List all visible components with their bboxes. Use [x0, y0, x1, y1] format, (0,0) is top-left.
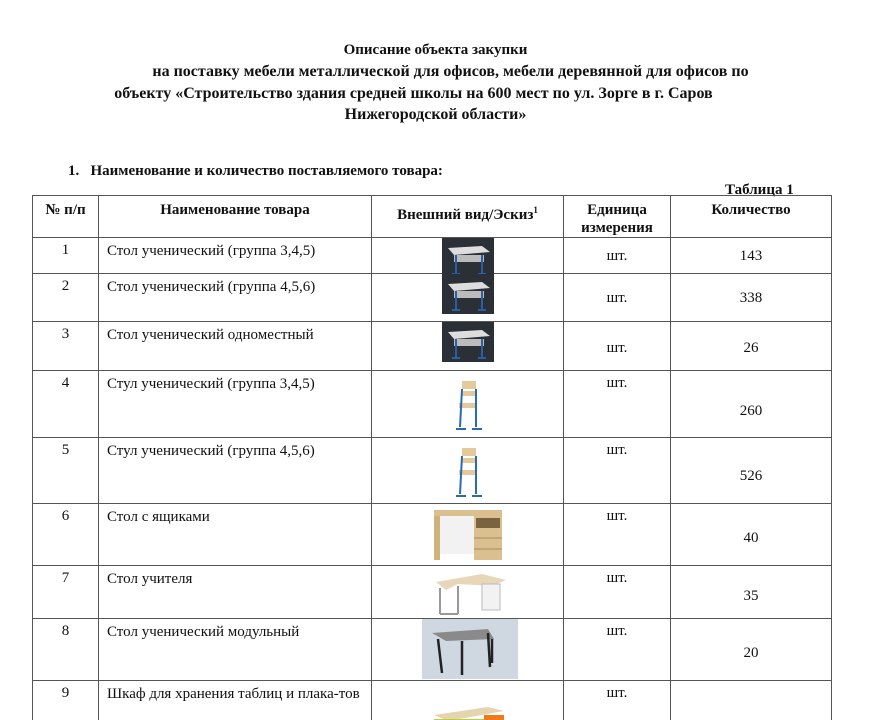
table-row — [33, 681, 832, 720]
row-number: 4 — [33, 371, 99, 438]
section-title: Наименование и количество поставляемого товара: — [90, 163, 443, 179]
unit: шт. — [564, 238, 671, 274]
section-number: 1. — [68, 163, 80, 179]
school-chair-image — [454, 446, 484, 507]
row-number: 9 — [33, 681, 99, 720]
school-chair-image — [454, 379, 484, 440]
table-row — [33, 566, 832, 619]
product-name: Стул ученический (группа 3,4,5) — [99, 371, 372, 438]
quantity: 143 — [671, 238, 832, 274]
footnote-ref: 1 — [533, 205, 538, 215]
unit: шт. — [564, 274, 671, 322]
col-qty: Количество — [671, 196, 832, 238]
table-row — [33, 238, 832, 274]
product-image-cell — [372, 238, 564, 274]
quantity: 338 — [671, 274, 832, 322]
table-row — [33, 322, 832, 371]
table-row — [33, 371, 832, 438]
product-name: Стол ученический одноместный — [99, 322, 372, 371]
col-num: № п/п — [33, 196, 99, 238]
product-image-cell — [372, 438, 564, 504]
table-row — [33, 619, 832, 681]
quantity — [671, 681, 832, 720]
col-view-label: Внешний вид/Эскиз — [397, 207, 534, 223]
product-image-cell — [372, 681, 564, 720]
quantity: 526 — [671, 438, 832, 504]
product-image-cell — [372, 371, 564, 438]
doc-subtitle-line: Нижегородской области» — [344, 106, 527, 123]
table-row — [33, 438, 832, 504]
unit: шт. — [564, 322, 671, 371]
col-name: Наименование товара — [99, 196, 372, 238]
unit: шт. — [564, 504, 671, 566]
quantity: 35 — [671, 566, 832, 619]
row-number: 2 — [33, 274, 99, 322]
product-name: Стол ученический (группа 3,4,5) — [99, 238, 372, 274]
unit: шт. — [564, 438, 671, 504]
product-image-cell — [372, 504, 564, 566]
goods-table — [32, 195, 832, 720]
col-view — [372, 196, 564, 238]
unit: шт. — [564, 681, 671, 720]
product-name: Шкаф для хранения таблиц и плака-тов — [99, 681, 372, 720]
poster-cabinet-image — [428, 703, 508, 720]
doc-subtitle-line: на поставку мебели металлической для офисов, мебели деревянной для офисов по — [152, 63, 749, 80]
product-image-cell — [372, 619, 564, 681]
col-unit: Единица измерения — [564, 196, 671, 238]
table-row — [33, 274, 832, 322]
product-image-cell — [372, 566, 564, 619]
school-desk-image — [442, 274, 494, 319]
product-image-cell — [372, 274, 564, 322]
unit: шт. — [564, 371, 671, 438]
unit: шт. — [564, 619, 671, 681]
row-number: 7 — [33, 566, 99, 619]
table-label: Таблица 1 — [725, 182, 794, 198]
quantity: 40 — [671, 504, 832, 566]
desk-with-drawers-image — [430, 506, 506, 567]
row-number: 5 — [33, 438, 99, 504]
table-row — [33, 504, 832, 566]
quantity: 260 — [671, 371, 832, 438]
product-name: Стол с ящиками — [99, 504, 372, 566]
product-name: Стол ученический (группа 4,5,6) — [99, 274, 372, 322]
quantity: 20 — [671, 619, 832, 681]
product-name: Стул ученический (группа 4,5,6) — [99, 438, 372, 504]
table-header-row — [33, 196, 832, 238]
doc-subtitle-line: объекту «Строительство здания средней школы на 600 мест по ул. Зорге в г. Саров — [114, 85, 713, 102]
quantity: 26 — [671, 322, 832, 371]
product-image-cell — [372, 322, 564, 371]
product-name: Стол ученический модульный — [99, 619, 372, 681]
school-desk-image — [442, 322, 494, 367]
doc-title: Описание объекта закупки — [343, 42, 528, 58]
row-number: 8 — [33, 619, 99, 681]
row-number: 6 — [33, 504, 99, 566]
product-name: Стол учителя — [99, 566, 372, 619]
unit: шт. — [564, 566, 671, 619]
section-heading — [68, 163, 443, 180]
modular-desk-image — [422, 619, 518, 684]
row-number: 1 — [33, 238, 99, 274]
teacher-desk-image — [432, 570, 508, 623]
row-number: 3 — [33, 322, 99, 371]
